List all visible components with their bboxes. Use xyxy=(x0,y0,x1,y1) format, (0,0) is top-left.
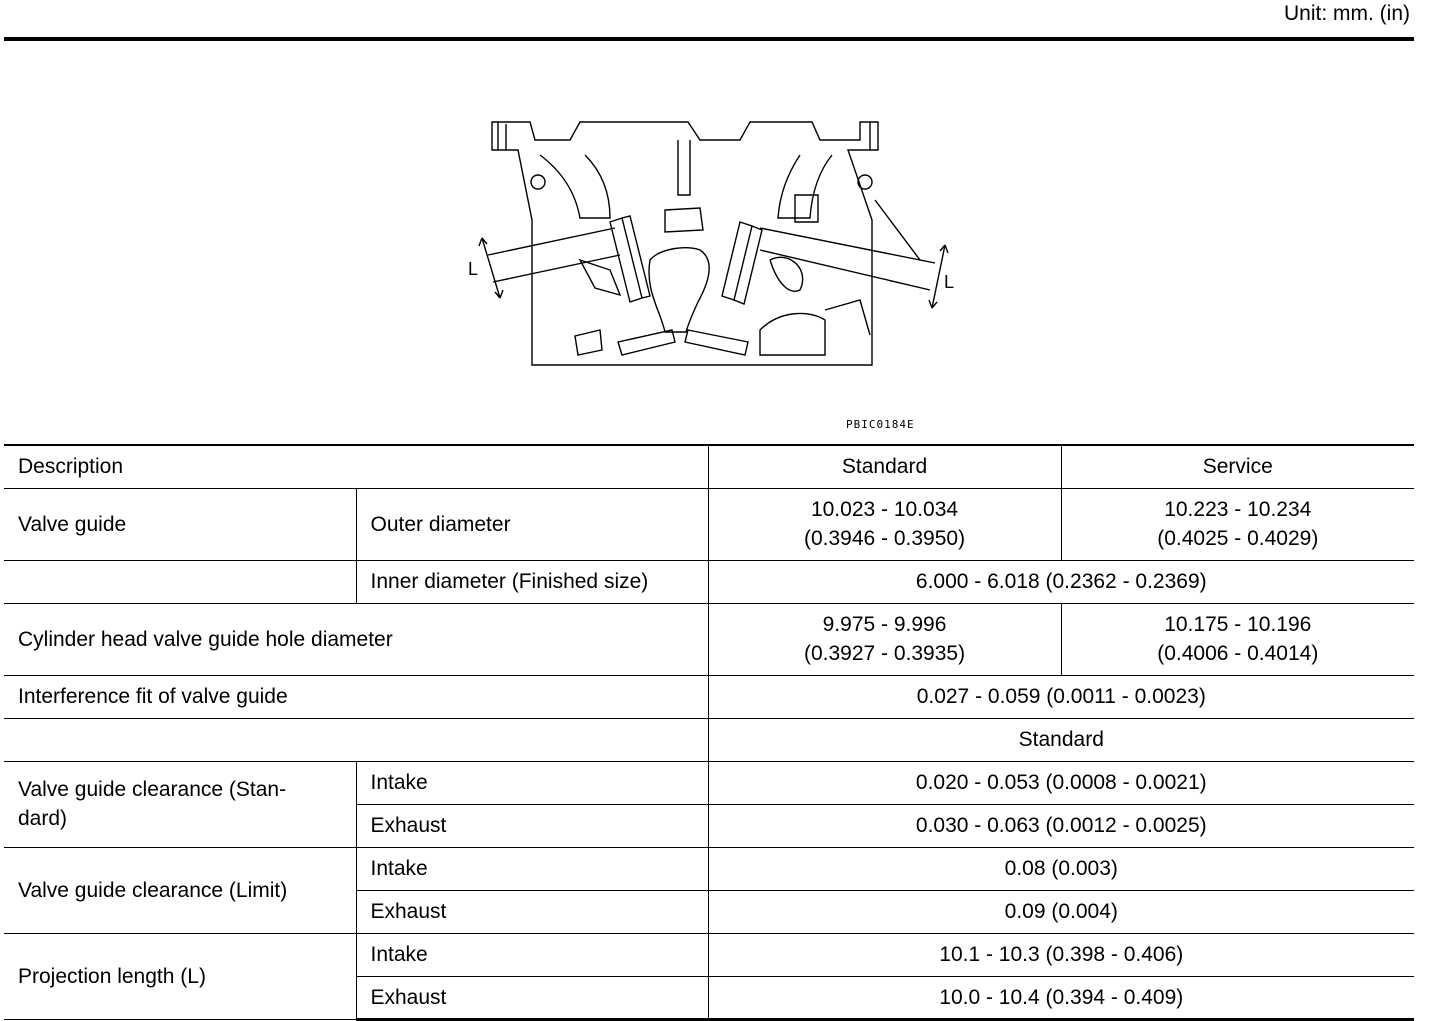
row-description: Projection length (L) xyxy=(4,933,356,1019)
figure-code: PBIC0184E xyxy=(846,418,915,431)
row-value: 0.027 - 0.059 (0.0011 - 0.0023) xyxy=(708,675,1414,718)
figure-label-left: L xyxy=(468,259,479,279)
table-row xyxy=(4,675,1414,718)
row-description xyxy=(4,560,356,603)
value-in: (0.4025 - 0.4029) xyxy=(1157,527,1319,550)
row-value: 0.08 (0.003) xyxy=(708,847,1414,890)
unit-label: Unit: mm. (in) xyxy=(1284,2,1410,25)
row-subitem: Intake xyxy=(356,847,708,890)
table-row xyxy=(4,761,1414,804)
table-row xyxy=(4,560,1414,603)
row-description: Interference fit of valve guide xyxy=(4,675,708,718)
header-divider xyxy=(4,37,1414,41)
value-in: (0.3927 - 0.3935) xyxy=(803,642,966,665)
row-subitem: Inner diameter (Finished size) xyxy=(356,560,708,603)
header-description: Description xyxy=(4,445,708,488)
row-value: 10.1 - 10.3 (0.398 - 0.406) xyxy=(708,933,1414,976)
table-header-row xyxy=(4,445,1414,488)
row-subitem: Exhaust xyxy=(356,804,708,847)
row-description: Valve guide clearance (Limit) xyxy=(4,847,356,933)
row-subitem: Intake xyxy=(356,761,708,804)
cylinder-head-diagram xyxy=(460,110,980,380)
row-description-line: dard) xyxy=(18,807,68,830)
value-mm: 10.023 - 10.034 xyxy=(810,498,959,521)
table-row xyxy=(4,933,1414,976)
row-value: 0.020 - 0.053 (0.0008 - 0.0021) xyxy=(708,761,1414,804)
row-description-line: Valve guide clearance (Stan- xyxy=(18,778,287,801)
value-mm: 9.975 - 9.996 xyxy=(822,613,947,636)
table-row xyxy=(4,488,1414,560)
table-row xyxy=(4,847,1414,890)
value-mm: 10.223 - 10.234 xyxy=(1164,498,1312,521)
row-value: 6.000 - 6.018 (0.2362 - 0.2369) xyxy=(708,560,1414,603)
table-row xyxy=(4,603,1414,675)
standard-value xyxy=(708,488,1061,560)
row-description xyxy=(4,718,708,761)
subheader-standard: Standard xyxy=(708,718,1414,761)
header-service: Service xyxy=(1061,445,1414,488)
service-value xyxy=(1061,603,1414,675)
row-value: 0.09 (0.004) xyxy=(708,890,1414,933)
row-value: 0.030 - 0.063 (0.0012 - 0.0025) xyxy=(708,804,1414,847)
row-description: Valve guide xyxy=(4,488,356,560)
service-value xyxy=(1061,488,1414,560)
row-value: 10.0 - 10.4 (0.394 - 0.409) xyxy=(708,976,1414,1019)
row-description xyxy=(4,761,356,847)
value-mm: 10.175 - 10.196 xyxy=(1164,613,1312,636)
valve-guide-spec-table xyxy=(4,444,1414,1021)
row-subitem: Exhaust xyxy=(356,890,708,933)
row-subitem: Exhaust xyxy=(356,976,708,1019)
standard-value xyxy=(708,603,1061,675)
table-subheader-row xyxy=(4,718,1414,761)
figure-label-right: L xyxy=(944,272,955,292)
row-subitem: Intake xyxy=(356,933,708,976)
row-subitem: Outer diameter xyxy=(356,488,708,560)
value-in: (0.4006 - 0.4014) xyxy=(1157,642,1319,665)
value-in: (0.3946 - 0.3950) xyxy=(803,527,966,550)
header-standard: Standard xyxy=(708,445,1061,488)
row-description: Cylinder head valve guide hole diameter xyxy=(4,603,708,675)
